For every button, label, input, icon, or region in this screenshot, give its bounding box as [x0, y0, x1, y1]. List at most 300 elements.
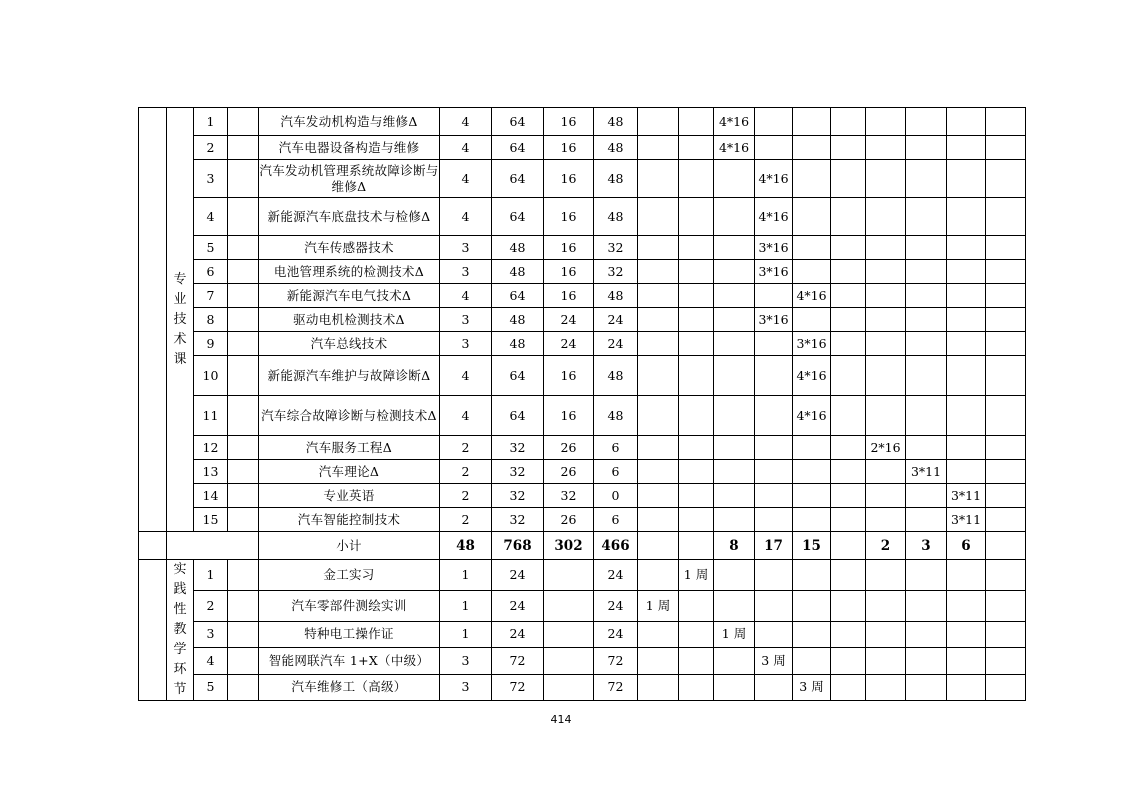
course-name: 汽车传感器技术: [259, 236, 440, 260]
semester-hours-cell: [986, 508, 1026, 532]
credits-cell: 1: [440, 621, 492, 647]
section-label-char: 教: [173, 622, 187, 637]
credits-cell: 4: [440, 136, 492, 160]
semester-hours-cell: [947, 108, 986, 136]
section-label-professional: [167, 108, 194, 532]
row-number: 1: [194, 560, 228, 591]
semester-hours-cell: [714, 674, 755, 700]
credits-cell: 4: [440, 356, 492, 396]
total-hours-cell: 32: [492, 484, 544, 508]
total-hours-cell: 64: [492, 160, 544, 198]
semester-hours-cell: [755, 560, 793, 591]
semester-hours-cell: [679, 674, 714, 700]
course-name: 专业英语: [259, 484, 440, 508]
semester-hours-cell: 3 周: [793, 674, 831, 700]
semester-hours-cell: [714, 308, 755, 332]
semester-hours-cell: [866, 136, 906, 160]
semester-hours-cell: [755, 436, 793, 460]
semester-hours-cell: [906, 108, 947, 136]
semester-hours-cell: [755, 284, 793, 308]
semester-hours-cell: [638, 236, 679, 260]
semester-hours-cell: [793, 308, 831, 332]
semester-hours-cell: [831, 460, 866, 484]
semester-hours-cell: [755, 332, 793, 356]
semester-hours-cell: [906, 590, 947, 621]
practice-hours-cell: 24: [594, 560, 638, 591]
row-number: 2: [194, 136, 228, 160]
semester-hours-cell: [638, 108, 679, 136]
theory-hours-cell: [544, 674, 594, 700]
semester-hours-cell: [679, 460, 714, 484]
course-name: 汽车综合故障诊断与检测技术Δ: [259, 396, 440, 436]
practice-hours-cell: 48: [594, 160, 638, 198]
course-name: 汽车维修工（高级）: [259, 674, 440, 700]
semester-hours-cell: 4*16: [793, 356, 831, 396]
semester-hours-cell: [947, 284, 986, 308]
semester-hours-cell: [638, 436, 679, 460]
semester-hours-cell: [866, 108, 906, 136]
blank-cell: [228, 356, 259, 396]
total-hours-cell: 32: [492, 436, 544, 460]
semester-hours-cell: [679, 332, 714, 356]
blank-cell: [228, 284, 259, 308]
course-name: 新能源汽车底盘技术与检修Δ: [259, 198, 440, 236]
table-row: [139, 160, 1026, 198]
total-hours-cell: 64: [492, 396, 544, 436]
course-name: 汽车电器设备构造与维修: [259, 136, 440, 160]
semester-hours-cell: [831, 260, 866, 284]
subtotal-body: [139, 532, 1026, 560]
row-number: 13: [194, 460, 228, 484]
category-cell: [139, 560, 167, 701]
row-number: 5: [194, 674, 228, 700]
semester-hours-cell: [679, 136, 714, 160]
semester-hours-cell: [714, 560, 755, 591]
semester-hours-cell: [831, 396, 866, 436]
semester-hours-cell: [831, 308, 866, 332]
semester-hours-cell: 15: [793, 532, 831, 560]
semester-hours-cell: [906, 236, 947, 260]
practice-hours-cell: 48: [594, 198, 638, 236]
total-hours-cell: 768: [492, 532, 544, 560]
row-number: 3: [194, 160, 228, 198]
total-hours-cell: 64: [492, 284, 544, 308]
semester-hours-cell: [986, 674, 1026, 700]
semester-hours-cell: [679, 590, 714, 621]
blank-cell: [228, 198, 259, 236]
credits-cell: 3: [440, 236, 492, 260]
table-row: [139, 308, 1026, 332]
semester-hours-cell: [831, 160, 866, 198]
semester-hours-cell: [679, 436, 714, 460]
theory-hours-cell: 16: [544, 108, 594, 136]
course-name: 汽车发动机管理系统故障诊断与维修Δ: [259, 160, 440, 198]
semester-hours-cell: [714, 236, 755, 260]
theory-hours-cell: 24: [544, 308, 594, 332]
semester-hours-cell: [831, 621, 866, 647]
semester-hours-cell: [793, 260, 831, 284]
semester-hours-cell: [866, 260, 906, 284]
row-number: 1: [194, 108, 228, 136]
practice-courses-body: [139, 560, 1026, 701]
semester-hours-cell: [755, 590, 793, 621]
semester-hours-cell: [755, 396, 793, 436]
practice-hours-cell: 48: [594, 108, 638, 136]
semester-hours-cell: [947, 332, 986, 356]
semester-hours-cell: [755, 460, 793, 484]
row-number: 12: [194, 436, 228, 460]
table-row: [139, 648, 1026, 674]
semester-hours-cell: [866, 460, 906, 484]
semester-hours-cell: 4*16: [793, 396, 831, 436]
section-label-char: 节: [173, 682, 187, 697]
semester-hours-cell: [679, 356, 714, 396]
semester-hours-cell: [831, 508, 866, 532]
theory-hours-cell: [544, 590, 594, 621]
semester-hours-cell: [679, 108, 714, 136]
semester-hours-cell: 4*16: [793, 284, 831, 308]
semester-hours-cell: 3*16: [755, 308, 793, 332]
semester-hours-cell: 3 周: [755, 648, 793, 674]
semester-hours-cell: [986, 396, 1026, 436]
practice-hours-cell: 72: [594, 674, 638, 700]
course-name: 特种电工操作证: [259, 621, 440, 647]
semester-hours-cell: [714, 508, 755, 532]
total-hours-cell: 64: [492, 136, 544, 160]
semester-hours-cell: [906, 332, 947, 356]
row-number: 9: [194, 332, 228, 356]
page-number: 414: [550, 713, 572, 726]
total-hours-cell: 32: [492, 508, 544, 532]
semester-hours-cell: [638, 160, 679, 198]
total-hours-cell: 48: [492, 260, 544, 284]
table-row: [139, 436, 1026, 460]
theory-hours-cell: 26: [544, 460, 594, 484]
semester-hours-cell: [866, 590, 906, 621]
semester-hours-cell: [793, 436, 831, 460]
semester-hours-cell: [906, 648, 947, 674]
semester-hours-cell: [638, 560, 679, 591]
semester-hours-cell: [831, 108, 866, 136]
semester-hours-cell: [638, 508, 679, 532]
semester-hours-cell: [947, 436, 986, 460]
semester-hours-cell: [831, 136, 866, 160]
blank-cell: [228, 136, 259, 160]
semester-hours-cell: [947, 590, 986, 621]
semester-hours-cell: [638, 356, 679, 396]
semester-hours-cell: [947, 160, 986, 198]
semester-hours-cell: 3*11: [906, 460, 947, 484]
credits-cell: 2: [440, 508, 492, 532]
semester-hours-cell: [866, 648, 906, 674]
semester-hours-cell: [638, 198, 679, 236]
semester-hours-cell: [986, 284, 1026, 308]
blank-cell: [228, 332, 259, 356]
semester-hours-cell: [866, 508, 906, 532]
semester-hours-cell: [793, 508, 831, 532]
blank-cell: [228, 396, 259, 436]
blank-cell: [228, 108, 259, 136]
semester-hours-cell: [831, 198, 866, 236]
table-row: [139, 460, 1026, 484]
semester-hours-cell: [793, 560, 831, 591]
semester-hours-cell: 4*16: [714, 108, 755, 136]
credits-cell: 3: [440, 260, 492, 284]
section-label-char: 实: [173, 562, 187, 577]
semester-hours-cell: [755, 108, 793, 136]
semester-hours-cell: [906, 560, 947, 591]
semester-hours-cell: [866, 308, 906, 332]
theory-hours-cell: [544, 560, 594, 591]
semester-hours-cell: [866, 621, 906, 647]
total-hours-cell: 64: [492, 198, 544, 236]
practice-hours-cell: 24: [594, 590, 638, 621]
semester-hours-cell: [714, 590, 755, 621]
semester-hours-cell: 3*11: [947, 484, 986, 508]
section-label-char: 术: [173, 331, 187, 347]
semester-hours-cell: [831, 284, 866, 308]
semester-hours-cell: [906, 621, 947, 647]
semester-hours-cell: [679, 508, 714, 532]
credits-cell: 4: [440, 108, 492, 136]
semester-hours-cell: [906, 356, 947, 396]
semester-hours-cell: [986, 436, 1026, 460]
semester-hours-cell: [714, 436, 755, 460]
semester-hours-cell: [793, 198, 831, 236]
table-row: [139, 332, 1026, 356]
practice-hours-cell: 48: [594, 396, 638, 436]
practice-hours-cell: 466: [594, 532, 638, 560]
semester-hours-cell: [986, 332, 1026, 356]
subtotal-row: [139, 532, 1026, 560]
semester-hours-cell: [793, 648, 831, 674]
total-hours-cell: 72: [492, 648, 544, 674]
semester-hours-cell: [679, 260, 714, 284]
section-label-char: 环: [173, 662, 187, 677]
semester-hours-cell: [986, 236, 1026, 260]
total-hours-cell: 24: [492, 590, 544, 621]
semester-hours-cell: [755, 674, 793, 700]
semester-hours-cell: 1 周: [714, 621, 755, 647]
semester-hours-cell: 3*11: [947, 508, 986, 532]
semester-hours-cell: [906, 484, 947, 508]
semester-hours-cell: [638, 396, 679, 436]
semester-hours-cell: [679, 396, 714, 436]
theory-hours-cell: 16: [544, 260, 594, 284]
course-name: 汽车服务工程Δ: [259, 436, 440, 460]
practice-hours-cell: 24: [594, 621, 638, 647]
semester-hours-cell: [638, 284, 679, 308]
table-row: [139, 136, 1026, 160]
semester-hours-cell: [679, 484, 714, 508]
row-number: 4: [194, 198, 228, 236]
course-name: 汽车理论Δ: [259, 460, 440, 484]
semester-hours-cell: [866, 332, 906, 356]
semester-hours-cell: [906, 436, 947, 460]
semester-hours-cell: [793, 590, 831, 621]
semester-hours-cell: [831, 436, 866, 460]
blank-cell: [228, 560, 259, 591]
semester-hours-cell: [793, 484, 831, 508]
theory-hours-cell: 16: [544, 356, 594, 396]
semester-hours-cell: [714, 648, 755, 674]
blank-cell: [228, 308, 259, 332]
semester-hours-cell: 1 周: [679, 560, 714, 591]
semester-hours-cell: 3*16: [755, 236, 793, 260]
semester-hours-cell: [679, 621, 714, 647]
semester-hours-cell: [638, 621, 679, 647]
semester-hours-cell: [831, 356, 866, 396]
semester-hours-cell: [906, 284, 947, 308]
course-name: 电池管理系统的检测技术Δ: [259, 260, 440, 284]
semester-hours-cell: [906, 198, 947, 236]
semester-hours-cell: [866, 160, 906, 198]
semester-hours-cell: [638, 532, 679, 560]
table-row: [139, 508, 1026, 532]
semester-hours-cell: [906, 674, 947, 700]
practice-hours-cell: 6: [594, 508, 638, 532]
credits-cell: 4: [440, 396, 492, 436]
semester-hours-cell: [831, 560, 866, 591]
semester-hours-cell: [831, 236, 866, 260]
table-row: [139, 284, 1026, 308]
semester-hours-cell: [679, 198, 714, 236]
semester-hours-cell: [638, 460, 679, 484]
theory-hours-cell: 32: [544, 484, 594, 508]
semester-hours-cell: [947, 308, 986, 332]
semester-hours-cell: [986, 308, 1026, 332]
course-name: 汽车总线技术: [259, 332, 440, 356]
semester-hours-cell: 4*16: [755, 160, 793, 198]
category-cell: [139, 108, 167, 532]
semester-hours-cell: 3*16: [793, 332, 831, 356]
semester-hours-cell: [714, 356, 755, 396]
semester-hours-cell: 6: [947, 532, 986, 560]
total-hours-cell: 64: [492, 108, 544, 136]
semester-hours-cell: [679, 160, 714, 198]
semester-hours-cell: [866, 484, 906, 508]
total-hours-cell: 48: [492, 236, 544, 260]
total-hours-cell: 48: [492, 332, 544, 356]
semester-hours-cell: [679, 648, 714, 674]
semester-hours-cell: [947, 560, 986, 591]
semester-hours-cell: [714, 396, 755, 436]
credits-cell: 3: [440, 332, 492, 356]
semester-hours-cell: [638, 484, 679, 508]
row-number: 14: [194, 484, 228, 508]
semester-hours-cell: 2: [866, 532, 906, 560]
credits-cell: 1: [440, 560, 492, 591]
semester-hours-cell: [986, 532, 1026, 560]
row-number: 6: [194, 260, 228, 284]
semester-hours-cell: [947, 260, 986, 284]
credits-cell: 4: [440, 160, 492, 198]
semester-hours-cell: [866, 674, 906, 700]
semester-hours-cell: [947, 236, 986, 260]
table-row: [139, 236, 1026, 260]
practice-hours-cell: 24: [594, 332, 638, 356]
table-row: [139, 674, 1026, 700]
table-row: [139, 396, 1026, 436]
practice-hours-cell: 6: [594, 436, 638, 460]
course-name: 汽车智能控制技术: [259, 508, 440, 532]
credits-cell: 4: [440, 284, 492, 308]
credits-cell: 4: [440, 198, 492, 236]
theory-hours-cell: 302: [544, 532, 594, 560]
semester-hours-cell: [866, 560, 906, 591]
practice-hours-cell: 72: [594, 648, 638, 674]
semester-hours-cell: [831, 648, 866, 674]
semester-hours-cell: [714, 284, 755, 308]
semester-hours-cell: [793, 160, 831, 198]
total-hours-cell: 48: [492, 308, 544, 332]
theory-hours-cell: 24: [544, 332, 594, 356]
semester-hours-cell: [866, 356, 906, 396]
semester-hours-cell: [638, 332, 679, 356]
section-label-char: 业: [173, 291, 187, 307]
credits-cell: 48: [440, 532, 492, 560]
row-number: 4: [194, 648, 228, 674]
practice-hours-cell: 24: [594, 308, 638, 332]
table-row: [139, 484, 1026, 508]
semester-hours-cell: [793, 460, 831, 484]
practice-hours-cell: 48: [594, 284, 638, 308]
credits-cell: 1: [440, 590, 492, 621]
table-row: [139, 356, 1026, 396]
semester-hours-cell: [986, 108, 1026, 136]
semester-hours-cell: [947, 460, 986, 484]
practice-hours-cell: 48: [594, 136, 638, 160]
section-label-char: 专: [173, 271, 187, 287]
semester-hours-cell: [831, 590, 866, 621]
semester-hours-cell: [638, 308, 679, 332]
course-name: 金工实习: [259, 560, 440, 591]
semester-hours-cell: [831, 532, 866, 560]
semester-hours-cell: [947, 198, 986, 236]
semester-hours-cell: [947, 136, 986, 160]
credits-cell: 3: [440, 308, 492, 332]
table-row: [139, 260, 1026, 284]
semester-hours-cell: [714, 484, 755, 508]
semester-hours-cell: [986, 484, 1026, 508]
semester-hours-cell: 4*16: [714, 136, 755, 160]
blank-cell: [228, 236, 259, 260]
semester-hours-cell: [866, 396, 906, 436]
semester-hours-cell: 2*16: [866, 436, 906, 460]
semester-hours-cell: [986, 356, 1026, 396]
section-label-char: 课: [173, 351, 187, 367]
semester-hours-cell: [679, 284, 714, 308]
row-number: 5: [194, 236, 228, 260]
total-hours-cell: 72: [492, 674, 544, 700]
semester-hours-cell: [793, 236, 831, 260]
row-number: 10: [194, 356, 228, 396]
semester-hours-cell: [831, 674, 866, 700]
semester-hours-cell: [986, 160, 1026, 198]
semester-hours-cell: [947, 356, 986, 396]
semester-hours-cell: [793, 136, 831, 160]
semester-hours-cell: [638, 674, 679, 700]
semester-hours-cell: [638, 260, 679, 284]
semester-hours-cell: [947, 396, 986, 436]
blank-cell: [228, 484, 259, 508]
semester-hours-cell: [755, 508, 793, 532]
theory-hours-cell: 26: [544, 508, 594, 532]
table-row: [139, 108, 1026, 136]
semester-hours-cell: [793, 108, 831, 136]
practice-hours-cell: 48: [594, 356, 638, 396]
semester-hours-cell: [947, 674, 986, 700]
